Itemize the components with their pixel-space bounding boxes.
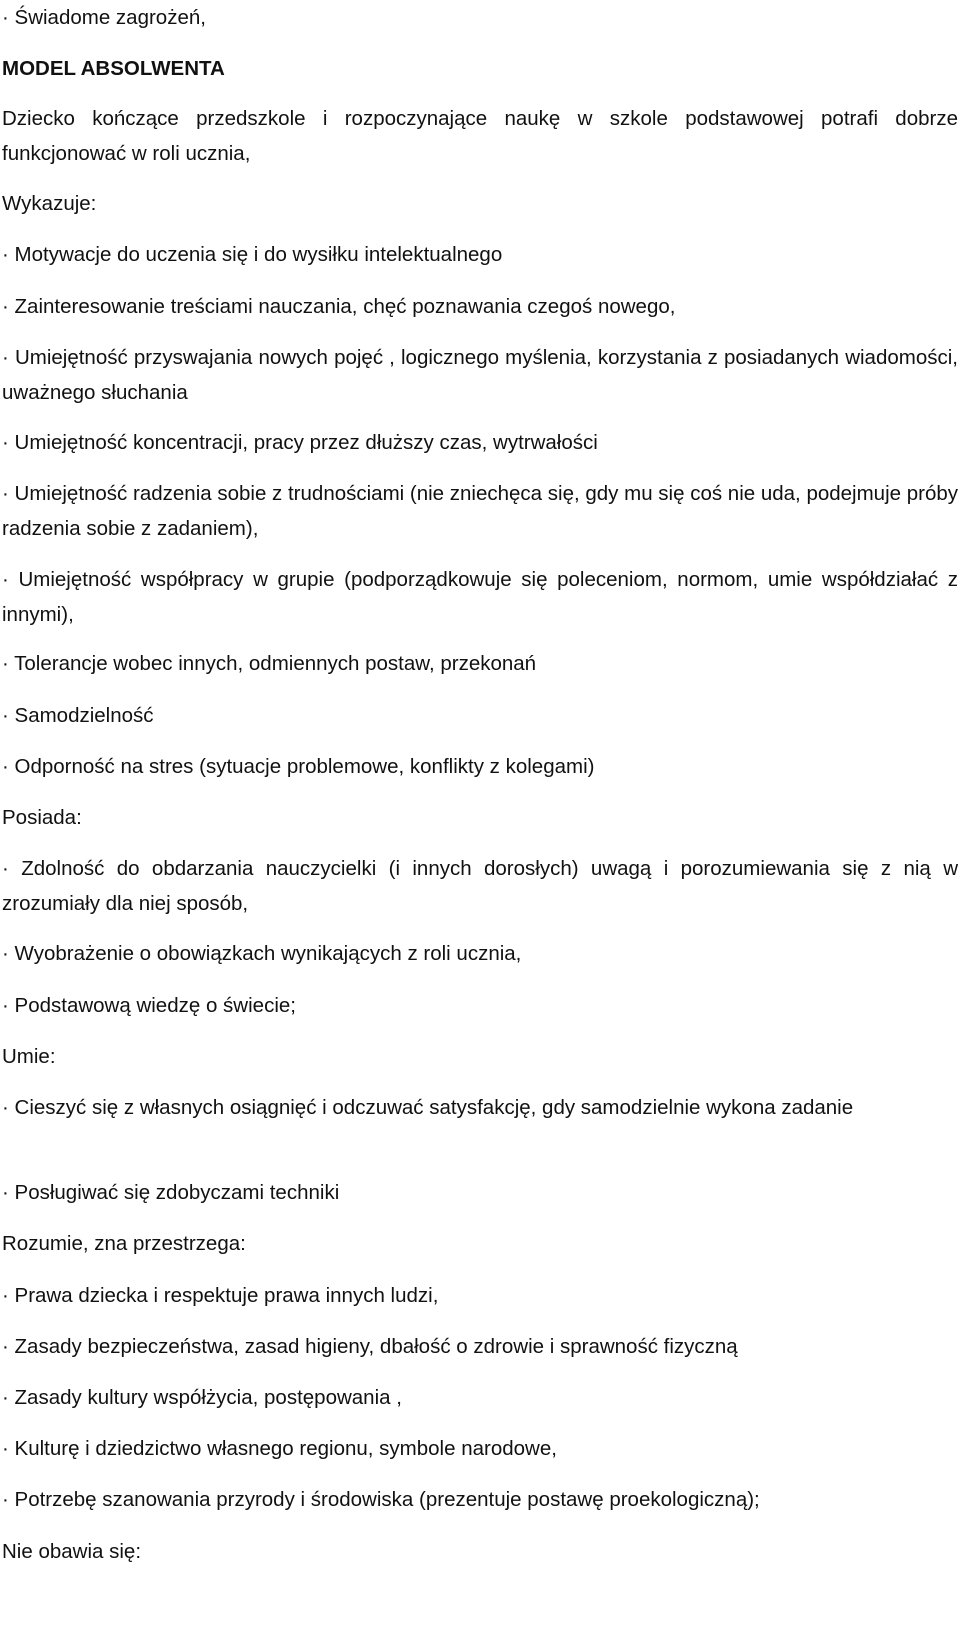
list-item: · Umiejętność przyswajania nowych pojęć , logicznego myślenia, korzystania z posiadanych wiadomości, uważnego słuchania — [2, 346, 958, 404]
section-heading-nie-obawia: Nie obawia się: — [2, 1540, 142, 1563]
section-heading-wykazuje: Wykazuje: — [2, 192, 97, 215]
intro-paragraph: Dziecko kończące przedszkole i rozpoczynające naukę w szkole podstawowej potrafi dobrze funkcjonować w roli ucznia, — [2, 107, 958, 165]
list-item: · Umiejętność radzenia sobie z trudnościami (nie zniechęca się, gdy mu się coś nie uda, podejmuje próby radzenia sobie z zadaniem), — [2, 482, 959, 540]
list-item: · Posługiwać się zdobyczami techniki — [2, 1181, 340, 1204]
list-item: · Tolerancje wobec innych, odmiennych postaw, przekonań — [2, 652, 537, 675]
list-item: · Motywacje do uczenia się i do wysiłku intelektualnego — [2, 243, 503, 266]
list-item: · Prawa dziecka i respektuje prawa innych ludzi, — [2, 1284, 439, 1307]
list-item: · Kulturę i dziedzictwo własnego regionu, symbole narodowe, — [2, 1437, 557, 1460]
list-item: · Cieszyć się z własnych osiągnięć i odczuwać satysfakcję, gdy samodzielnie wykona zadanie — [2, 1096, 854, 1119]
page-title: MODEL ABSOLWENTA — [2, 57, 225, 80]
section-heading-umie: Umie: — [2, 1045, 56, 1068]
list-item: · Świadome zagrożeń, — [2, 6, 206, 29]
list-item: · Zainteresowanie treściami nauczania, chęć poznawania czegoś nowego, — [2, 295, 676, 318]
section-heading-rozumie: Rozumie, zna przestrzega: — [2, 1232, 246, 1255]
list-item: · Zdolność do obdarzania nauczycielki (i innych dorosłych) uwagą i porozumiewania się z nią w zrozumiały dla niej sposób, — [2, 857, 958, 915]
list-item: · Odporność na stres (sytuacje problemowe, konflikty z kolegami) — [2, 755, 595, 778]
list-item: · Samodzielność — [2, 704, 154, 727]
section-heading-posiada: Posiada: — [2, 806, 82, 829]
list-item: · Umiejętność koncentracji, pracy przez dłuższy czas, wytrwałości — [2, 431, 598, 454]
list-item: · Zasady kultury współżycia, postępowania , — [2, 1386, 402, 1409]
list-item: · Podstawową wiedzę o świecie; — [2, 994, 296, 1017]
list-item: · Potrzebę szanowania przyrody i środowiska (prezentuje postawę proekologiczną); — [2, 1488, 760, 1511]
list-item: · Umiejętność współpracy w grupie (podporządkowuje się poleceniom, normom, umie współdziałać z innymi), — [2, 568, 958, 626]
list-item: · Zasady bezpieczeństwa, zasad higieny, dbałość o zdrowie i sprawność fizyczną — [2, 1335, 738, 1358]
list-item: · Wyobrażenie o obowiązkach wynikających z roli ucznia, — [2, 942, 522, 965]
